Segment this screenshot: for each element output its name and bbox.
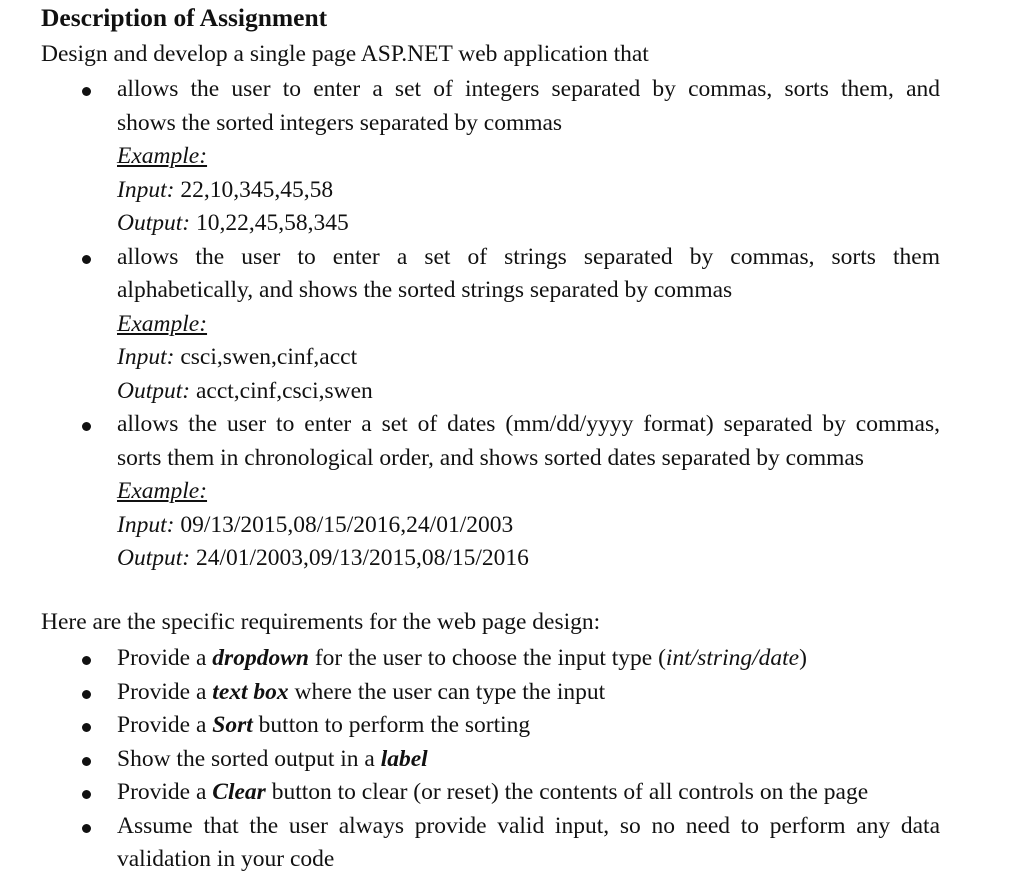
bullet-icon: [82, 422, 91, 431]
output-value: acct,cinf,csci,swen: [190, 377, 373, 404]
page-title: Description of Assignment: [41, 3, 328, 32]
bullet-icon: [82, 824, 91, 833]
bullet-icon: [82, 757, 91, 766]
output-label: Output:: [117, 377, 191, 404]
task-text-line1: allows the user to enter a set of dates (mm/dd/yyyy format) separated by commas,: [117, 411, 940, 437]
bullet-icon: [82, 656, 91, 665]
requirement-item: Assume that the user always provide valid input, so no need to perform any data validation in your code: [0, 810, 940, 877]
example-input: [117, 174, 940, 208]
output-value: 24/01/2003,09/13/2015,08/15/2016: [190, 545, 529, 571]
emphasis-label: label: [380, 745, 428, 772]
bullet-icon: [82, 255, 91, 264]
task-text-line1: allows the user to enter a set of integers separated by commas, sorts them, and: [117, 76, 940, 102]
requirements-list: [0, 642, 940, 877]
input-value: csci,swen,cinf,acct: [174, 344, 358, 370]
requirement-item: Provide a text box where the user can type the input: [0, 676, 940, 710]
emphasis-dropdown: dropdown: [212, 645, 309, 671]
example-heading: Example:: [117, 478, 208, 504]
requirements-intro: Here are the specific requirements for the web page design:: [41, 609, 601, 635]
example-output: [117, 375, 940, 409]
task-text-line2: alphabetically, and shows the sorted strings separated by commas: [117, 277, 733, 303]
example-output: [117, 207, 940, 241]
bullet-icon: [82, 87, 91, 96]
input-value: 22,10,345,45,58: [174, 176, 334, 203]
task-text-line1: allows the user to enter a set of strings separated by commas, sorts them: [117, 243, 940, 270]
input-label: Input:: [117, 176, 175, 203]
example-input: [117, 341, 940, 375]
input-value: 09/13/2015,08/15/2016,24/01/2003: [174, 511, 514, 538]
task-item-strings: [0, 241, 940, 409]
bullet-icon: [82, 690, 91, 699]
example-output: [117, 542, 940, 576]
task-item-integers: [0, 73, 940, 241]
emphasis-clear: Clear: [212, 779, 266, 805]
output-value: 10,22,45,58,345: [190, 210, 349, 236]
input-label: Input:: [117, 511, 175, 538]
emphasis-textbox: text box: [212, 678, 289, 705]
input-label: Input:: [117, 344, 175, 370]
example-input: [117, 509, 940, 543]
requirement-item: Show the sorted output in a label: [0, 743, 940, 777]
output-label: Output:: [117, 545, 191, 571]
example-heading: Example:: [117, 310, 208, 337]
requirement-item: Provide a Clear button to clear (or reset) the contents of all controls on the page: [0, 776, 940, 810]
task-item-dates: [0, 408, 940, 576]
emphasis-sort: Sort: [212, 712, 253, 738]
bullet-icon: [82, 790, 91, 799]
task-text-line2: sorts them in chronological order, and shows sorted dates separated by commas: [117, 444, 864, 471]
intro-paragraph: Design and develop a single page ASP.NET web application that: [41, 41, 649, 67]
bullet-icon: [82, 723, 91, 732]
requirement-item: Provide a dropdown for the user to choose the input type (int/string/date): [0, 642, 940, 676]
task-text-line2: shows the sorted integers separated by commas: [117, 109, 563, 136]
emphasis-types: int/string/date: [665, 645, 800, 671]
requirement-item: Provide a Sort button to perform the sorting: [0, 709, 940, 743]
example-heading: Example:: [117, 143, 208, 169]
task-list: [0, 73, 940, 576]
output-label: Output:: [117, 210, 191, 236]
